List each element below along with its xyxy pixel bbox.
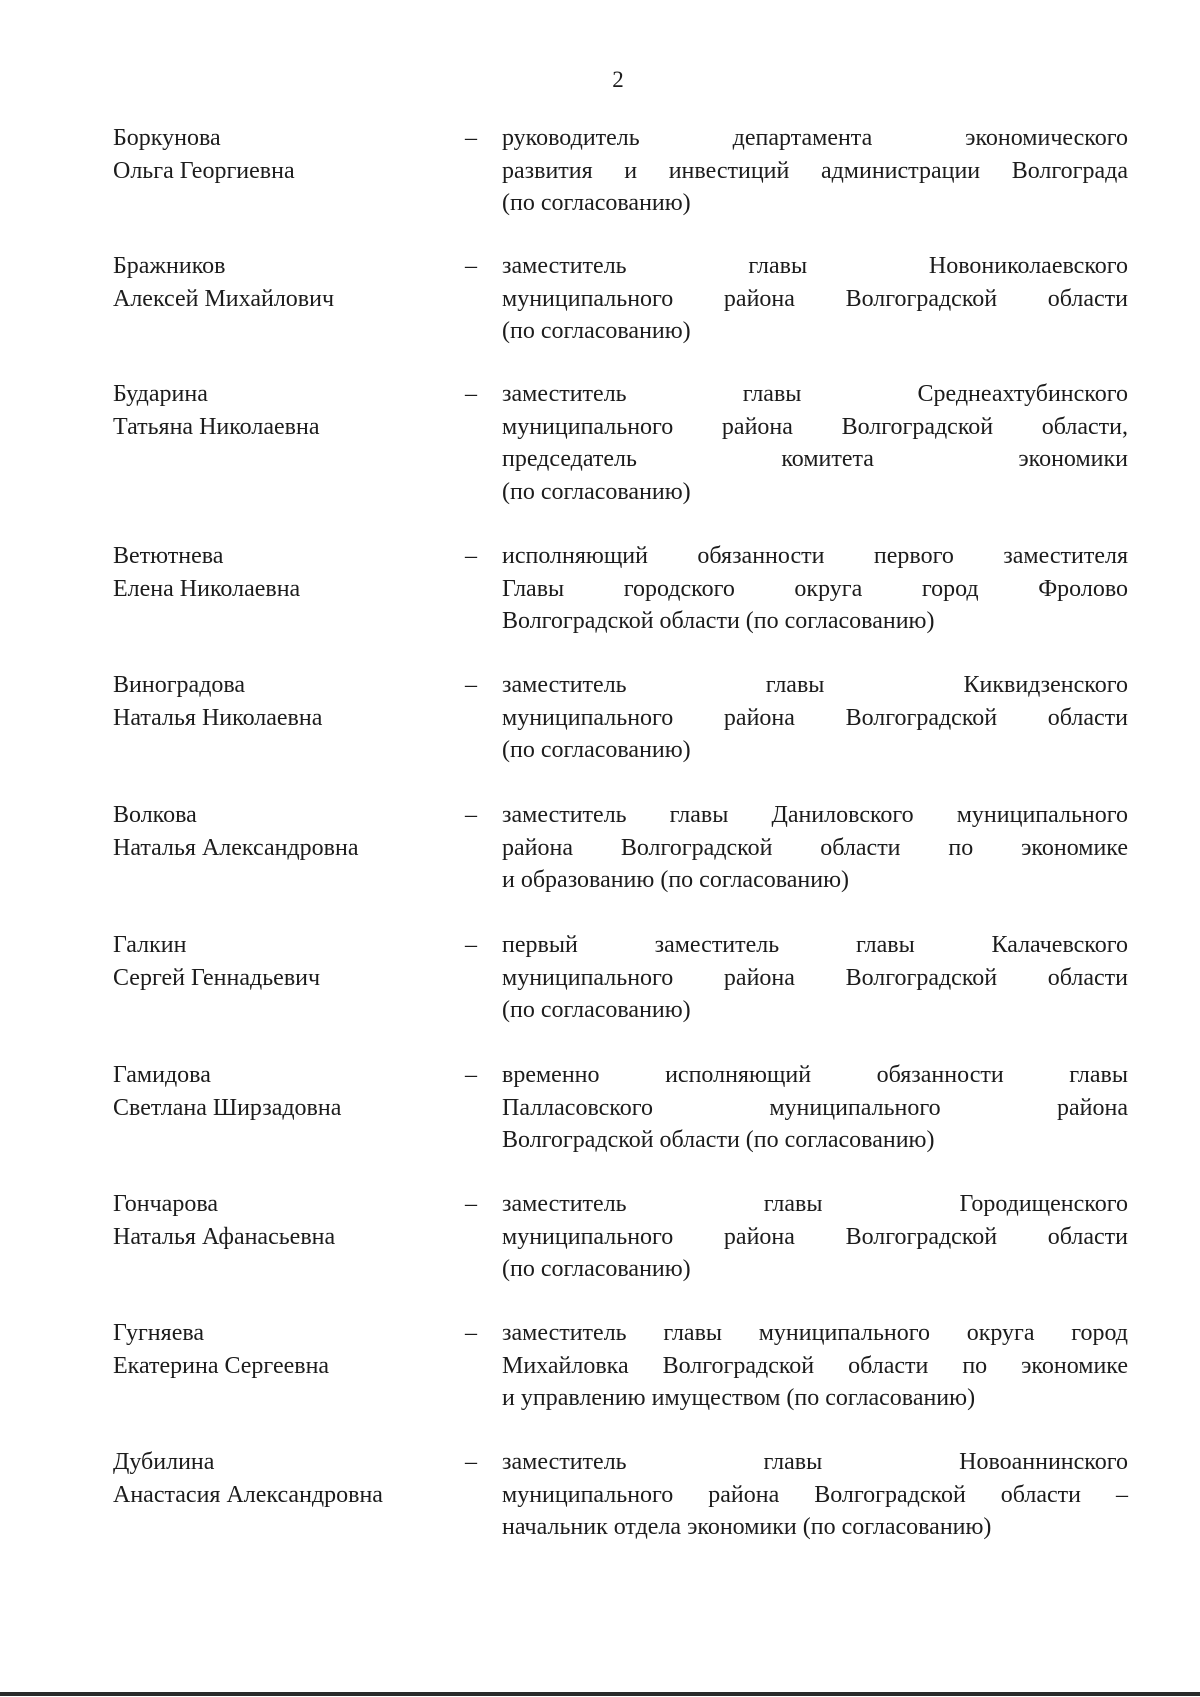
member-surname: Бражников <box>113 253 226 279</box>
member-name <box>113 122 453 187</box>
member-position <box>502 1317 1128 1415</box>
dash-separator: – <box>465 1449 477 1475</box>
member-name <box>113 929 453 994</box>
position-line: заместитель главы Новониколаевского <box>502 253 1128 279</box>
member-given-names: Сергей Геннадьевич <box>113 964 321 991</box>
dash-separator: – <box>465 1320 477 1346</box>
member-position <box>502 378 1128 508</box>
dash-separator: – <box>465 802 477 828</box>
member-surname: Виноградова <box>113 672 246 698</box>
dash-separator: – <box>465 253 477 279</box>
position-line: Михайловка Волгоградской области по экономике <box>502 1352 1128 1379</box>
member-given-names: Екатерина Сергеевна <box>113 1352 330 1379</box>
position-line: муниципального района Волгоградской области – <box>502 1481 1128 1508</box>
position-line: (по согласованию) <box>502 318 691 344</box>
member-given-names: Татьяна Николаевна <box>113 413 320 440</box>
position-line: заместитель главы Киквидзенского <box>502 672 1128 698</box>
member-surname: Галкин <box>113 932 187 958</box>
position-line: (по согласованию) <box>502 997 691 1023</box>
member-name <box>113 1317 453 1382</box>
position-line: начальник отдела экономики (по согласованию) <box>502 1514 992 1540</box>
position-line: временно исполняющий обязанности главы <box>502 1062 1128 1088</box>
position-line: первый заместитель главы Калачевского <box>502 932 1128 958</box>
member-position <box>502 799 1128 897</box>
member-surname: Гамидова <box>113 1062 211 1088</box>
position-line: муниципального района Волгоградской области <box>502 285 1128 312</box>
member-surname: Ветютнева <box>113 543 224 569</box>
member-name <box>113 1059 453 1124</box>
member-surname: Гугняева <box>113 1320 205 1346</box>
member-surname: Бударина <box>113 381 208 407</box>
dash-separator: – <box>465 672 477 698</box>
position-line: Волгоградской области (по согласованию) <box>502 608 935 634</box>
member-position <box>502 1446 1128 1544</box>
member-name <box>113 669 453 734</box>
member-given-names: Наталья Афанасьевна <box>113 1223 336 1250</box>
position-line: заместитель главы Городищенского <box>502 1191 1128 1217</box>
dash-separator: – <box>465 543 477 569</box>
position-line: заместитель главы Среднеахтубинского <box>502 381 1128 407</box>
member-name <box>113 540 453 605</box>
page-number: 2 <box>612 67 624 92</box>
member-position <box>502 669 1128 767</box>
position-line: Главы городского округа город Фролово <box>502 575 1128 602</box>
member-given-names: Ольга Георгиевна <box>113 157 295 184</box>
position-line: (по согласованию) <box>502 478 691 505</box>
dash-separator: – <box>465 1191 477 1217</box>
position-line: председатель комитета экономики <box>502 446 1128 472</box>
position-line: заместитель главы Новоаннинского <box>502 1449 1128 1475</box>
position-line: района Волгоградской области по экономике <box>502 834 1128 861</box>
member-position <box>502 540 1128 638</box>
member-given-names: Наталья Александровна <box>113 834 359 861</box>
position-line: исполняющий обязанности первого заместителя <box>502 543 1128 569</box>
member-name <box>113 250 453 315</box>
dash-separator: – <box>465 1062 477 1088</box>
member-position <box>502 1188 1128 1286</box>
member-given-names: Светлана Ширзадовна <box>113 1094 342 1121</box>
position-line: руководитель департамента экономического <box>502 125 1128 151</box>
position-line: (по согласованию) <box>502 737 691 763</box>
member-position <box>502 250 1128 348</box>
member-position <box>502 929 1128 1027</box>
position-line: муниципального района Волгоградской области <box>502 964 1128 991</box>
position-line: Палласовского муниципального района <box>502 1094 1128 1121</box>
member-surname: Гончарова <box>113 1191 218 1217</box>
position-line: Волгоградской области (по согласованию) <box>502 1127 935 1153</box>
position-line: муниципального района Волгоградской области <box>502 704 1128 731</box>
position-line: муниципального района Волгоградской области <box>502 1223 1128 1250</box>
member-surname: Боркунова <box>113 125 221 151</box>
member-name <box>113 378 453 443</box>
position-line: (по согласованию) <box>502 1256 691 1282</box>
position-line: развития и инвестиций администрации Волгограда <box>502 157 1128 184</box>
member-position <box>502 122 1128 220</box>
member-name <box>113 1188 453 1253</box>
member-given-names: Елена Николаевна <box>113 575 301 602</box>
member-name <box>113 799 453 864</box>
dash-separator: – <box>465 125 477 151</box>
scan-edge-line <box>0 1692 1200 1696</box>
position-line: и образованию (по согласованию) <box>502 867 850 893</box>
member-given-names: Алексей Михайлович <box>113 285 335 312</box>
dash-separator: – <box>465 932 477 958</box>
member-position <box>502 1059 1128 1157</box>
position-line: заместитель главы Даниловского муниципального <box>502 802 1128 828</box>
member-surname: Дубилина <box>113 1449 215 1475</box>
position-line: заместитель главы муниципального округа город <box>502 1320 1128 1346</box>
member-surname: Волкова <box>113 802 197 828</box>
position-line: и управлению имуществом (по согласованию) <box>502 1385 976 1411</box>
member-given-names: Анастасия Александровна <box>113 1481 383 1508</box>
position-line: (по согласованию) <box>502 190 691 216</box>
member-given-names: Наталья Николаевна <box>113 704 323 731</box>
dash-separator: – <box>465 381 477 407</box>
position-line: муниципального района Волгоградской области, <box>502 413 1128 440</box>
member-name <box>113 1446 453 1511</box>
